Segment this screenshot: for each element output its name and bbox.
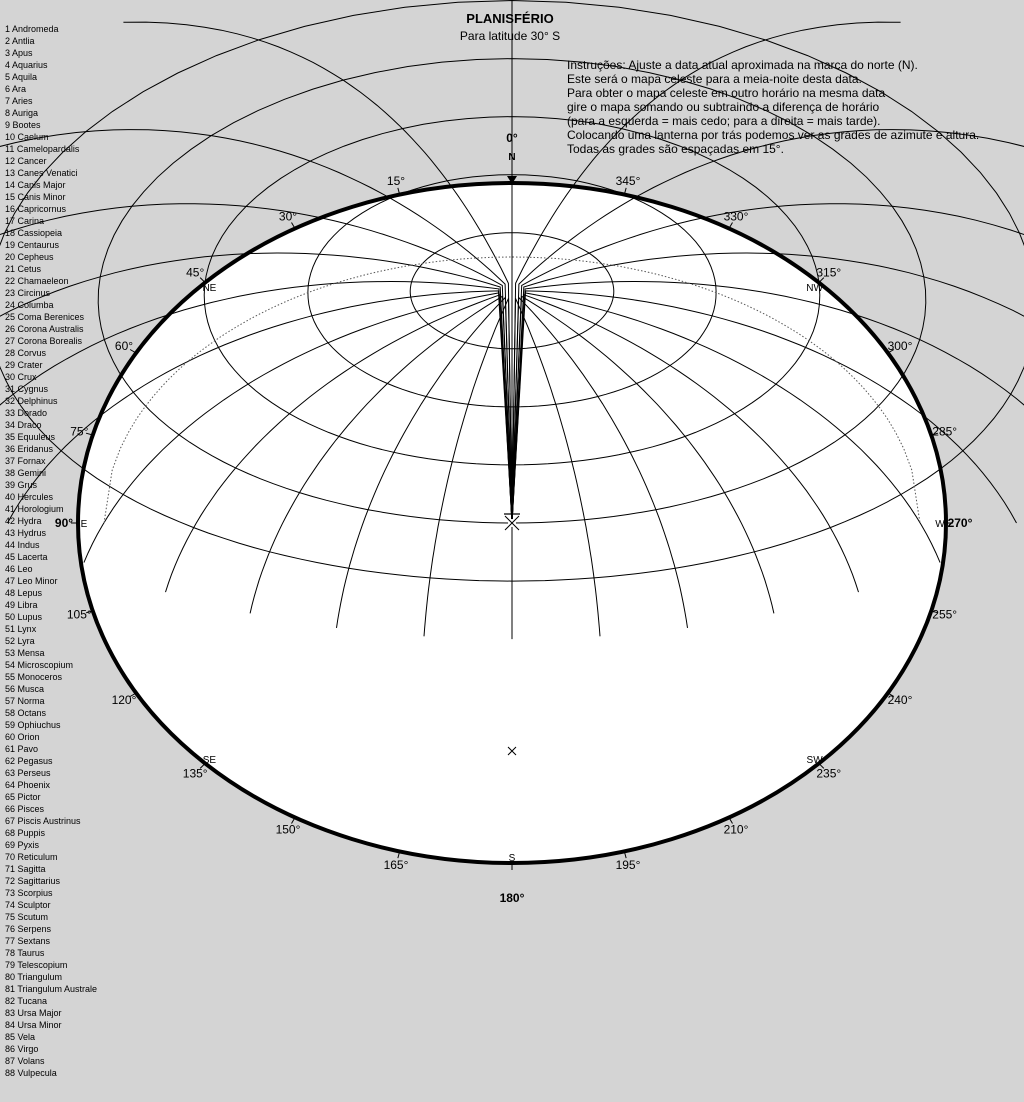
constellation-item: 33 Dorado bbox=[5, 408, 48, 418]
constellation-item: 55 Monoceros bbox=[5, 672, 63, 682]
constellation-item: 43 Hydrus bbox=[5, 528, 47, 538]
constellation-item: 87 Volans bbox=[5, 1056, 45, 1066]
azimuth-label: 270° bbox=[947, 516, 973, 530]
constellation-item: 17 Carina bbox=[5, 216, 45, 226]
azimuth-label: 255° bbox=[932, 607, 958, 622]
instruction-line: gire o mapa somando ou subtraindo a diferença de horário bbox=[567, 100, 880, 114]
constellation-item: 29 Crater bbox=[5, 360, 43, 370]
constellation-item: 45 Lacerta bbox=[5, 552, 48, 562]
constellation-item: 62 Pegasus bbox=[5, 756, 53, 766]
constellation-item: 69 Pyxis bbox=[5, 840, 40, 850]
constellation-item: 15 Canis Minor bbox=[5, 192, 66, 202]
azimuth-label: 90° bbox=[54, 516, 74, 530]
constellation-item: 74 Sculptor bbox=[5, 900, 51, 910]
instruction-line: Para obter o mapa celeste em outro horário na mesma data bbox=[567, 86, 886, 100]
azimuth-label: 330° bbox=[723, 209, 749, 224]
azimuth-label: 75° bbox=[70, 424, 89, 439]
constellation-item: 37 Fornax bbox=[5, 456, 46, 466]
constellation-item: 3 Apus bbox=[5, 48, 33, 58]
constellation-item: 11 Camelopardalis bbox=[5, 144, 80, 154]
azimuth-label: 60° bbox=[114, 339, 134, 353]
azimuth-label: 30° bbox=[278, 209, 298, 224]
constellation-item: 24 Columba bbox=[5, 300, 54, 310]
cardinal-label: E bbox=[80, 519, 88, 530]
constellation-item: 78 Taurus bbox=[5, 948, 45, 958]
constellation-item: 79 Telescopium bbox=[5, 960, 68, 970]
azimuth-label: 45° bbox=[186, 265, 205, 280]
cardinal-label: NW bbox=[806, 282, 823, 294]
azimuth-label: 240° bbox=[887, 693, 913, 707]
constellation-item: 71 Sagitta bbox=[5, 864, 46, 874]
constellation-item: 27 Corona Borealis bbox=[5, 336, 83, 346]
constellation-item: 25 Coma Berenices bbox=[5, 312, 85, 322]
azimuth-label: 210° bbox=[723, 822, 749, 837]
constellation-item: 56 Musca bbox=[5, 684, 45, 694]
constellation-item: 60 Orion bbox=[5, 732, 40, 742]
constellation-item: 41 Horologium bbox=[5, 504, 64, 514]
page-title: PLANISFÉRIO bbox=[466, 11, 554, 26]
constellation-item: 84 Ursa Minor bbox=[5, 1020, 62, 1030]
constellation-item: 30 Crux bbox=[5, 372, 37, 382]
constellation-item: 21 Cetus bbox=[5, 264, 42, 274]
constellation-item: 81 Triangulum Australe bbox=[5, 984, 98, 994]
constellation-item: 86 Virgo bbox=[5, 1044, 39, 1054]
constellation-item: 44 Indus bbox=[5, 540, 40, 550]
azimuth-label: 0° bbox=[506, 131, 518, 145]
constellation-item: 72 Sagittarius bbox=[5, 876, 61, 886]
constellation-item: 58 Octans bbox=[5, 708, 47, 718]
constellation-item: 31 Cygnus bbox=[5, 384, 49, 394]
constellation-item: 66 Pisces bbox=[5, 804, 45, 814]
instruction-line: (para a esquerda = mais cedo; para a direita = mais tarde). bbox=[567, 114, 881, 128]
constellation-item: 51 Lynx bbox=[5, 624, 37, 634]
page-subtitle: Para latitude 30° S bbox=[459, 29, 561, 43]
constellation-item: 19 Centaurus bbox=[5, 240, 60, 250]
constellation-item: 10 Caelum bbox=[5, 132, 49, 142]
constellation-item: 48 Lepus bbox=[5, 588, 43, 598]
constellation-item: 36 Eridanus bbox=[5, 444, 54, 454]
azimuth-label: 165° bbox=[383, 857, 409, 872]
constellation-item: 23 Circinus bbox=[5, 288, 51, 298]
constellation-item: 88 Vulpecula bbox=[5, 1068, 57, 1078]
constellation-item: 12 Cancer bbox=[5, 156, 47, 166]
constellation-item: 65 Pictor bbox=[5, 792, 41, 802]
constellation-item: 16 Capricornus bbox=[5, 204, 67, 214]
constellation-item: 85 Vela bbox=[5, 1032, 36, 1042]
azimuth-label: 300° bbox=[887, 339, 913, 353]
constellation-item: 53 Mensa bbox=[5, 648, 45, 658]
azimuth-label: 285° bbox=[932, 424, 958, 439]
constellation-item: 76 Serpens bbox=[5, 924, 52, 934]
constellation-item: 6 Ara bbox=[5, 84, 27, 94]
constellation-item: 57 Norma bbox=[5, 696, 45, 706]
azimuth-label: 235° bbox=[816, 766, 842, 781]
azimuth-label: 120° bbox=[111, 693, 137, 707]
constellation-item: 26 Corona Australis bbox=[5, 324, 84, 334]
constellation-item: 32 Delphinus bbox=[5, 396, 58, 406]
instruction-line: Todas as grades são espaçadas em 15°. bbox=[567, 142, 784, 156]
cardinal-label: SW bbox=[806, 755, 823, 767]
constellation-item: 63 Perseus bbox=[5, 768, 51, 778]
constellation-item: 64 Phoenix bbox=[5, 780, 51, 790]
azimuth-label: 315° bbox=[816, 265, 842, 280]
constellation-item: 28 Corvus bbox=[5, 348, 47, 358]
azimuth-label: 105° bbox=[66, 607, 92, 622]
cardinal-label: W bbox=[935, 519, 945, 530]
constellation-item: 35 Equuleus bbox=[5, 432, 56, 442]
constellation-item: 42 Hydra bbox=[5, 516, 42, 526]
constellation-item: 70 Reticulum bbox=[5, 852, 58, 862]
constellation-item: 50 Lupus bbox=[5, 612, 43, 622]
constellation-item: 40 Hercules bbox=[5, 492, 54, 502]
constellation-item: 18 Cassiopeia bbox=[5, 228, 63, 238]
constellation-item: 39 Grus bbox=[5, 480, 38, 490]
constellation-item: 73 Scorpius bbox=[5, 888, 53, 898]
constellation-item: 47 Leo Minor bbox=[5, 576, 58, 586]
constellation-item: 82 Tucana bbox=[5, 996, 48, 1006]
instruction-line: Este será o mapa celeste para a meia-noite desta data. bbox=[567, 72, 862, 86]
azimuth-label: 15° bbox=[386, 174, 406, 189]
constellation-item: 34 Draco bbox=[5, 420, 42, 430]
constellation-item: 83 Ursa Major bbox=[5, 1008, 62, 1018]
constellation-item: 7 Aries bbox=[5, 96, 33, 106]
constellation-item: 75 Scutum bbox=[5, 912, 49, 922]
constellation-item: 22 Chamaeleon bbox=[5, 276, 69, 286]
constellation-item: 67 Piscis Austrinus bbox=[5, 816, 81, 826]
azimuth-label: 345° bbox=[615, 174, 641, 189]
constellation-item: 80 Triangulum bbox=[5, 972, 63, 982]
constellation-item: 49 Libra bbox=[5, 600, 38, 610]
cardinal-label: SE bbox=[202, 755, 217, 767]
constellation-item: 46 Leo bbox=[5, 564, 33, 574]
constellation-item: 5 Aquila bbox=[5, 72, 38, 82]
azimuth-label: 135° bbox=[182, 766, 208, 781]
constellation-item: 4 Aquarius bbox=[5, 60, 48, 70]
constellation-item: 8 Auriga bbox=[5, 108, 39, 118]
constellation-item: 38 Gemini bbox=[5, 468, 47, 478]
instruction-line: Instruções: Ajuste a data atual aproximada na marca do norte (N). bbox=[567, 58, 918, 72]
constellation-item: 14 Canis Major bbox=[5, 180, 66, 190]
cardinal-label: N bbox=[508, 152, 516, 163]
constellation-item: 59 Ophiuchus bbox=[5, 720, 61, 730]
constellation-item: 61 Pavo bbox=[5, 744, 39, 754]
constellation-item: 2 Antlia bbox=[5, 36, 35, 46]
azimuth-label: 180° bbox=[499, 891, 525, 905]
constellation-item: 9 Bootes bbox=[5, 120, 41, 130]
azimuth-label: 195° bbox=[615, 857, 641, 872]
azimuth-label: 150° bbox=[275, 822, 301, 837]
constellation-item: 1 Andromeda bbox=[5, 24, 59, 34]
cardinal-label: S bbox=[508, 853, 516, 864]
constellation-item: 54 Microscopium bbox=[5, 660, 74, 670]
constellation-item: 20 Cepheus bbox=[5, 252, 54, 262]
instruction-line: Colocando uma lanterna por trás podemos ver as grades de azimute e altura. bbox=[567, 128, 980, 142]
cardinal-label: NE bbox=[202, 282, 217, 294]
constellation-item: 52 Lyra bbox=[5, 636, 35, 646]
constellation-item: 68 Puppis bbox=[5, 828, 46, 838]
constellation-item: 77 Sextans bbox=[5, 936, 51, 946]
constellation-item: 13 Canes Venatici bbox=[5, 168, 78, 178]
